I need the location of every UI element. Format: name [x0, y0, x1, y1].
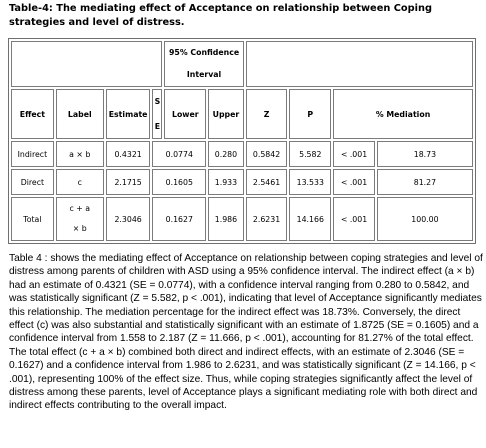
header-effect: Effect [11, 89, 54, 139]
header-z: Z [246, 89, 288, 139]
header-label: Label [56, 89, 104, 139]
cell-lower: 1.933 [208, 169, 243, 195]
cell-z: 14.166 [289, 197, 331, 241]
cell-lower: 0.280 [208, 141, 243, 167]
cell-estimate: 2.3046 [106, 197, 151, 241]
cell-upper: 0.5842 [246, 141, 288, 167]
confidence-interval-header [164, 41, 243, 87]
cell-se: 0.0774 [152, 141, 206, 167]
table-title: Table-4: The mediating effect of Acceptance on relationship between Coping strategies and level of distress. [9, 3, 432, 28]
ci-header-line2: Interval [186, 70, 222, 79]
cell-upper: 2.5461 [246, 169, 288, 195]
cell-z: 5.582 [289, 141, 331, 167]
header-mediation: % Mediation [333, 89, 473, 139]
cell-se: 0.1627 [152, 197, 206, 241]
ci-header-row [11, 41, 473, 87]
cell-label: c [56, 169, 104, 195]
results-table-container [8, 38, 476, 242]
cell-z: 13.533 [289, 169, 331, 195]
blank-header-cell [11, 41, 162, 87]
cell-label: a × b [56, 141, 104, 167]
blank-header-cell-right [246, 41, 473, 87]
mediation-results-table [8, 38, 476, 244]
table-row [11, 169, 473, 195]
cell-upper: 2.6231 [246, 197, 288, 241]
cell-label-line2: × b [72, 224, 87, 233]
header-se [152, 89, 162, 139]
body-paragraph: Table 4 : shows the mediating effect of Acceptance on relationship between coping strategies and level of distress among parents of children with ASD using a 95% confidence interval. The indirect effect (a × b) had an estimate of 0.4321 (SE = 0.0774), with a confidence interval ranging from 0.280 to 0.5842, and was statistically significant (Z = 5.582, p < .001), indicating that level of Acceptance significantly mediates this relationship. The mediation percentage for the indirect effect was 18.73%. Conversely, the direct effect (c) was also substantial and statistically significant with an estimate of 1.8725 (SE = 0.1605) and a confidence interval from 1.558 to 2.187 (Z = 11.666, p < .001), accounting for 81.27% of the total effect. The total effect (c + a × b) combined both direct and indirect effects, with an estimate of 2.3046 (SE = 0.1627) and a confidence interval from 1.986 to 2.6231, and was statistically significant (Z = 14.166, p < .001), representing 100% of the effect size. Thus, while coping strategies significantly affect the level of distress among these parents, level of Acceptance plays a significant mediating role with both direct and indirect effects contributing to the overall impact. [9, 253, 483, 412]
cell-p: < .001 [333, 169, 375, 195]
cell-effect: Indirect [11, 141, 54, 167]
header-se-s: S [154, 97, 161, 106]
cell-p: < .001 [333, 141, 375, 167]
cell-lower: 1.986 [208, 197, 243, 241]
header-upper: Upper [208, 89, 243, 139]
header-p: P [289, 89, 331, 139]
cell-se: 0.1605 [152, 169, 206, 195]
cell-label [56, 197, 104, 241]
cell-p: < .001 [333, 197, 375, 241]
cell-label-line1: c + a [69, 204, 91, 213]
cell-effect: Total [11, 197, 54, 241]
header-lower: Lower [164, 89, 206, 139]
cell-estimate: 2.1715 [106, 169, 151, 195]
cell-effect: Direct [11, 169, 54, 195]
cell-mediation: 100.00 [377, 197, 473, 241]
header-estimate: Estimate [106, 89, 151, 139]
table-row [11, 197, 473, 241]
cell-estimate: 0.4321 [106, 141, 151, 167]
column-header-row [11, 89, 473, 139]
table-row [11, 141, 473, 167]
cell-mediation: 81.27 [377, 169, 473, 195]
ci-header-line1: 95% Confidence [169, 48, 240, 57]
header-se-e: E [154, 122, 161, 131]
cell-mediation: 18.73 [377, 141, 473, 167]
